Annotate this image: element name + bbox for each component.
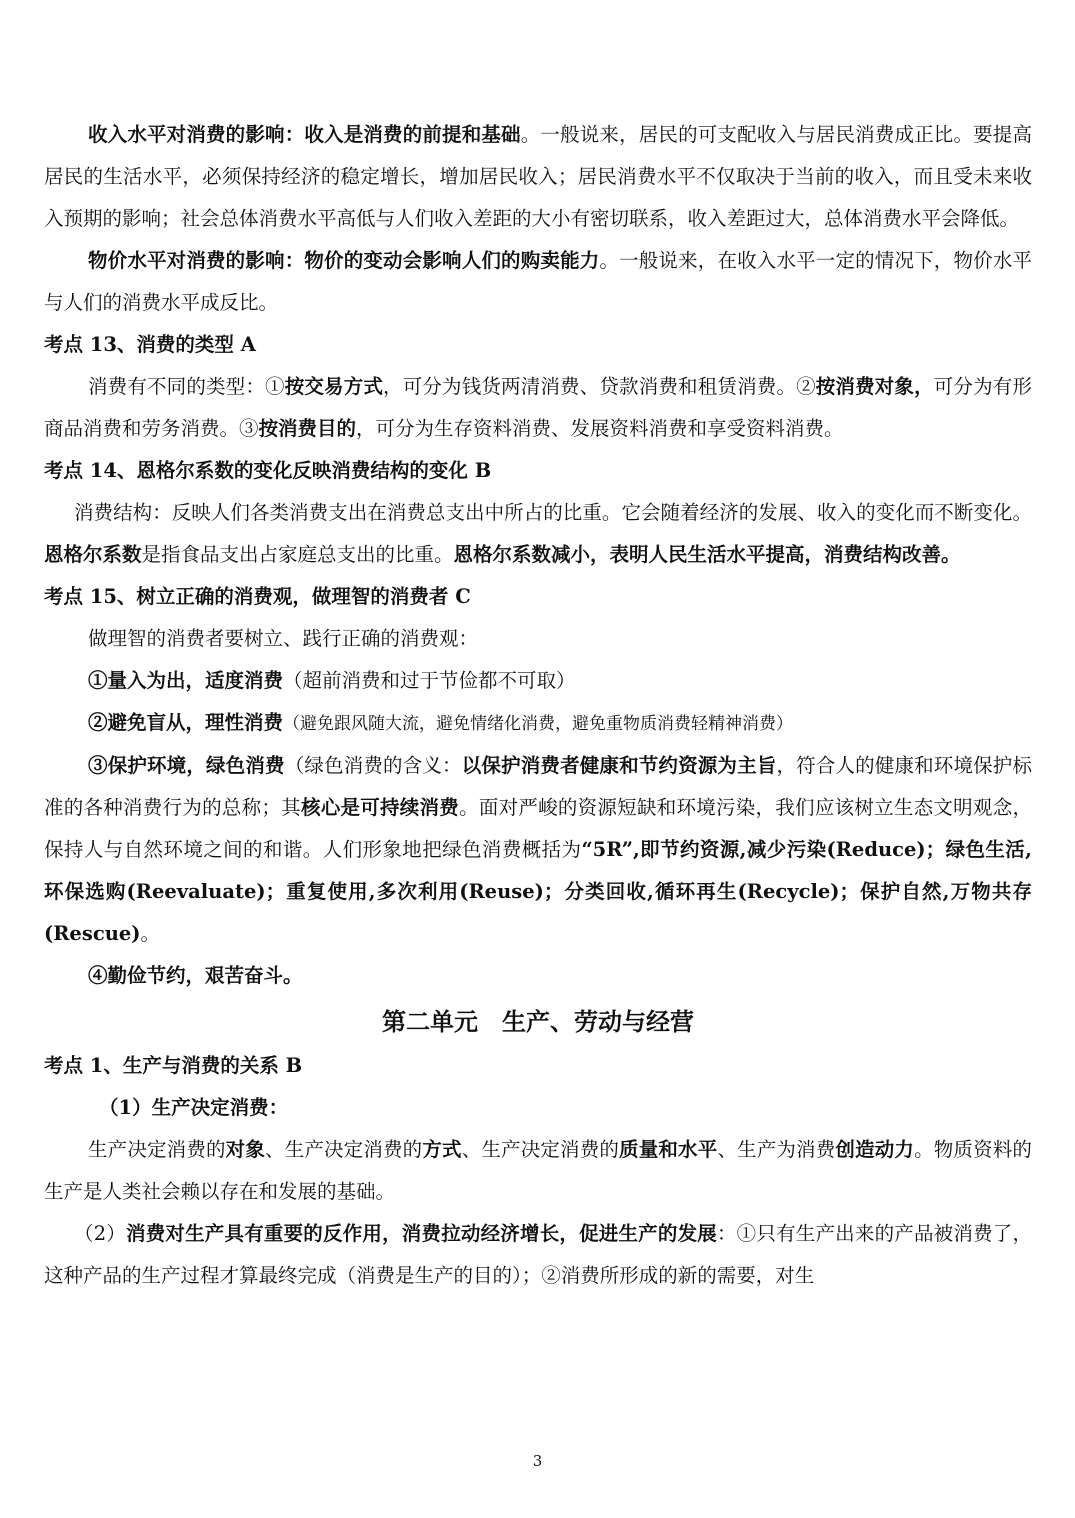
list-item-3 [44,745,1032,955]
page-number: 3 [532,1452,543,1470]
body-text: 。一般说来，在收入水平一定的情况下，物价水平与人们的消费水平成反比。 [44,249,1032,314]
list-item-2 [44,702,1032,745]
bold-text: 核心是可持续消费 [300,796,460,819]
unit-title: 第二单元 生产、劳动与经营 [382,1007,694,1036]
body-text: ，可分为钱货两清消费、贷款消费和租赁消费。② [383,375,816,398]
bold-text: 恩格尔系数减小，表明人民生活水平提高，消费结构改善。 [453,543,961,566]
bold-text: 对象 [225,1138,266,1161]
list-item-4: ④勤俭节约，艰苦奋斗。 [88,964,303,987]
bold-text: 以保护消费者健康和节约资源为主旨 [461,754,777,777]
bold-text: 方式 [422,1138,462,1161]
paragraph-rational-consumer: 做理智的消费者要树立、践行正确的消费观： [88,627,479,650]
bold-text: ③保护环境，绿色消费 [88,754,285,777]
bold-text: 按消费对象， [815,375,934,398]
paragraph-income-effect [44,114,1032,240]
body-text: 消费有不同的类型：① [88,375,285,398]
list-item-1 [44,660,1032,702]
bold-text: 按交易方式 [284,375,384,398]
body-text: （避免跟风随大流，避免情绪化消费，避免重物质消费轻精神消费） [283,714,794,734]
body-text: 生产决定消费的 [88,1138,226,1161]
bold-text: ①量入为出，适度消费 [88,669,284,692]
body-text: 是指食品支出占家庭总支出的比重。 [141,543,454,566]
body-text: 、生产决定消费的 [461,1138,620,1161]
paragraph-consumption-types [44,366,1032,450]
subheading-production-determines: （1）生产决定消费： [99,1096,289,1119]
document-page [44,114,1032,1297]
body-text: 。一般说来，居民的可支配收入与居民消费成正比。要提高居民的生活水平，必须保持经济的稳定增长，增加居民收入；居民消费水平不仅取决于当前的收入，而且受未来收入预期的影响；社会总体消费水平高低与人们收入差距的大小有密切联系，收入差距过大，总体消费水平会降低。 [44,123,1032,230]
body-text: ：①只有生产出来的产品被消费了，这种产品的生产过程才算最终完成（消费是生产的目的）；②消费所形成的新的需要，对生 [44,1222,1032,1287]
body-text: 。面对严峻的资源短缺和环境污染，我们应该树立生态文明观念，保持人与自然环境之间的和谐。人们形象地把绿色消费概括为 [44,796,1032,861]
body-text: 。物质资料的生产是人类社会赖以存在和发展的基础。 [44,1138,1032,1203]
heading-point-14: 考点 14、恩格尔系数的变化反映消费结构的变化 B [44,459,492,482]
bold-text: 收入水平对消费的影响：收入是消费的前提和基础 [88,123,521,146]
paragraph-consumption-structure [44,492,1032,576]
bold-text: “5R”,即节约资源,减少污染(Reduce)；绿色生活,环保选购(Reevaluate)；重复使用,多次利用(Reuse)；分类回收,循环再生(Recycle)；保护自然,万物共存(Rescue) [44,838,1032,945]
heading-point-13: 考点 13、消费的类型 A [44,333,256,356]
bold-text: 创造动力 [835,1138,915,1161]
bold-text: ②避免盲从，理性消费 [88,711,284,734]
paragraph-production-determines [44,1129,1032,1213]
bold-text: 恩格尔系数 [44,543,142,566]
body-text: ，符合人的健康和环境保护标准的各种消费行为的总称；其 [44,754,1032,819]
body-text: （超前消费和过于节俭都不可取） [283,669,576,692]
bold-text: 物价水平对消费的影响：物价的变动会影响人们的购卖能力 [88,249,600,272]
body-text: 、生产决定消费的 [265,1138,423,1161]
heading-point-1: 考点 1、生产与消费的关系 B [44,1054,303,1077]
bold-text: 按消费目的 [258,417,357,440]
bold-text: 质量和水平 [619,1138,718,1161]
body-text: 消费结构：反映人们各类消费支出在消费总支出中所占的比重。它会随着经济的发展、收入的变化而不断变化。 [74,501,1032,524]
heading-point-15: 考点 15、树立正确的消费观，做理智的消费者 C [44,585,471,608]
bold-text: 消费对生产具有重要的反作用，消费拉动经济增长，促进生产的发展 [126,1222,717,1245]
body-text: 。 [140,922,161,945]
body-text: （2） [74,1222,127,1245]
body-text: ，可分为生存资料消费、发展资料消费和享受资料消费。 [356,417,844,440]
body-text: 可分为有形商品消费和劳务消费。③ [44,375,1032,440]
paragraph-consumption-reaction [44,1213,1032,1297]
body-text: 、生产为消费 [717,1138,836,1161]
body-text: （绿色消费的含义： [284,754,462,777]
paragraph-price-effect [44,240,1032,324]
